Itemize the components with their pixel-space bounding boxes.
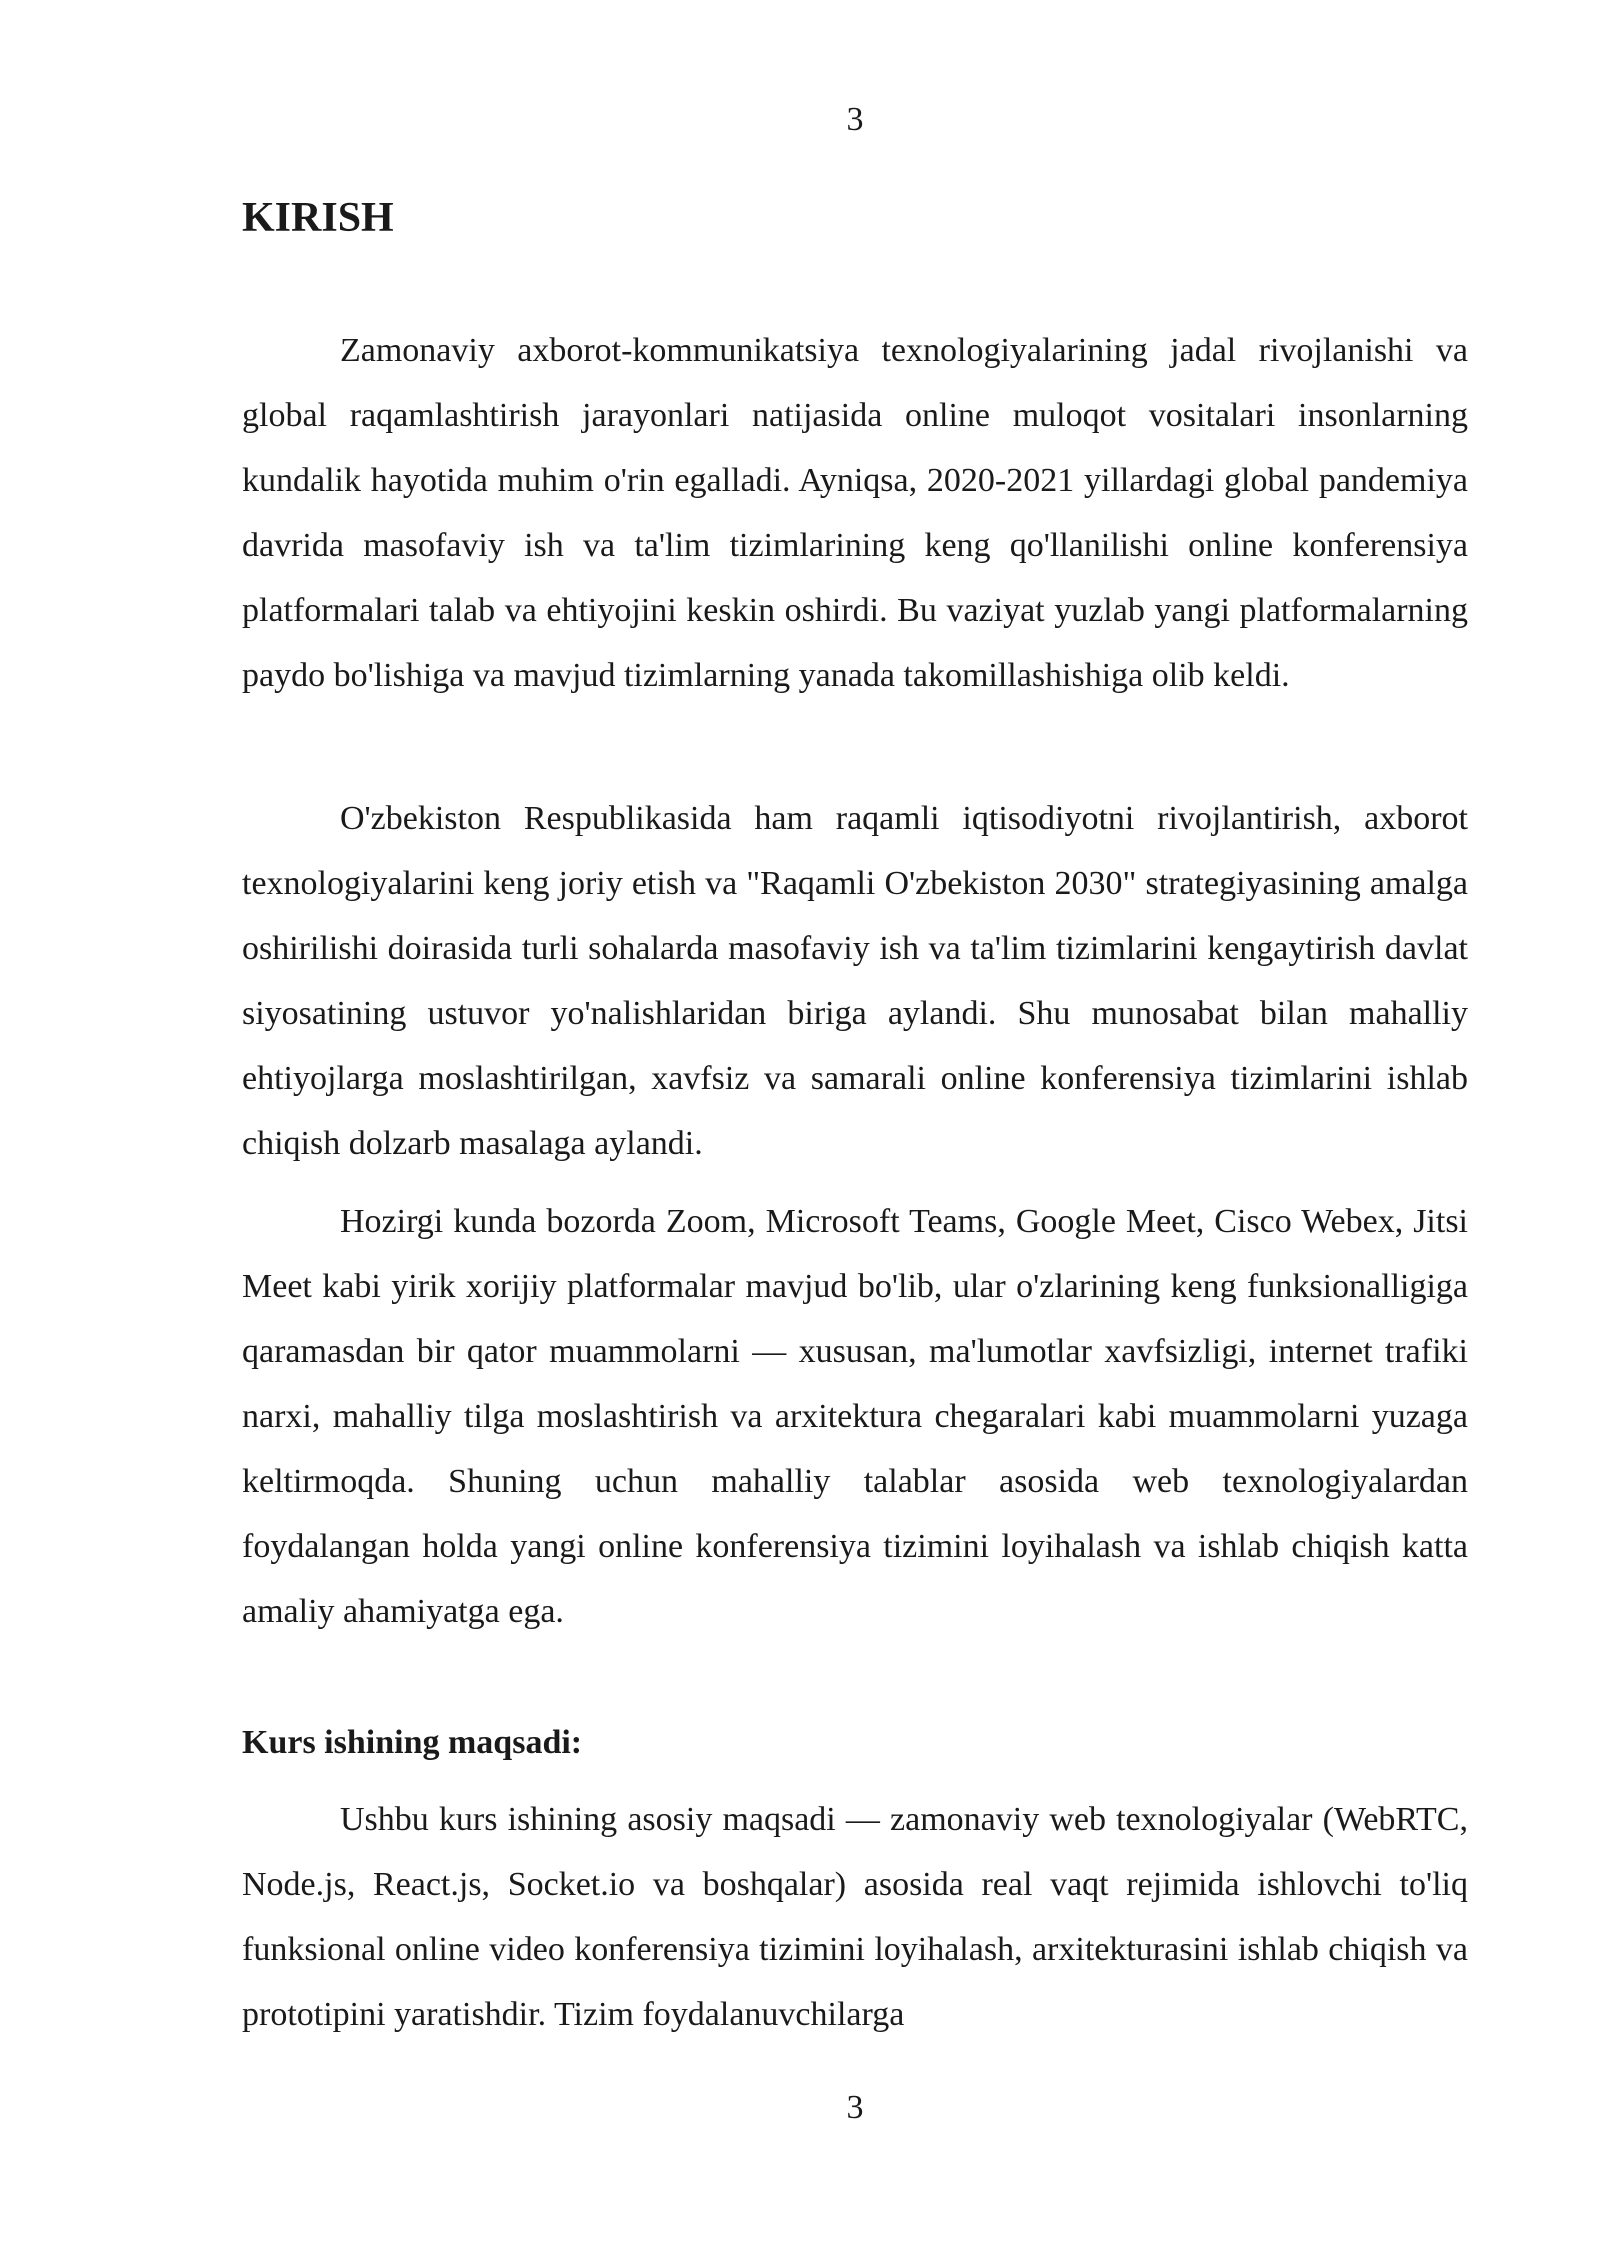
section-title: KIRISH <box>242 195 394 241</box>
intro-paragraph-2: O'zbekiston Respublikasida ham raqamli iqtisodiyotni rivojlantirish, axborot texnologiyalarini keng joriy etish va "Raqamli O'zbekiston 2030" strategiyasining amalga oshirilishi doirasida turli sohalarda masofaviy ish va ta'lim tizimlarini kengaytirish davlat siyosatining ustuvor yo'nalishlaridan biriga aylandi. Shu munosabat bilan mahalliy ehtiyojlarga moslashtirilgan, xavfsiz va samarali online konferensiya tizimlarini ishlab chiqish dolzarb masalaga aylandi. <box>242 800 1468 1162</box>
page-number-bottom: 3 <box>846 2089 864 2126</box>
goal-subheading: Kurs ishining maqsadi: <box>242 1724 583 1761</box>
intro-paragraph-3: Hozirgi kunda bozorda Zoom, Microsoft Teams, Google Meet, Cisco Webex, Jitsi Meet kabi yirik xorijiy platformalar mavjud bo'lib, ular o'zlarining keng funksionalligiga qaramasdan bir qator muammolarni — xususan, ma'lumotlar xavfsizligi, internet trafiki narxi, mahalliy tilga moslashtirish va arxitektura chegaralari kabi muammolarni yuzaga keltirmoqda. Shuning uchun mahalliy talablar asosida web texnologiyalardan foydalangan holda yangi online konferensiya tizimini loyihalash va ishlab chiqish katta amaliy ahamiyatga ega. <box>242 1203 1468 1630</box>
intro-paragraph-1: Zamonaviy axborot-kommunikatsiya texnologiyalarining jadal rivojlanishi va global raqamlashtirish jarayonlari natijasida online muloqot vositalari insonlarning kundalik hayotida muhim o'rin egalladi. Ayniqsa, 2020-2021 yillardagi global pandemiya davrida masofaviy ish va ta'lim tizimlarining keng qo'llanilishi online konferensiya platformalari talab va ehtiyojini keskin oshirdi. Bu vaziyat yuzlab yangi platformalarning paydo bo'lishiga va mavjud tizimlarning yanada takomillashishiga olib keldi. <box>242 332 1468 694</box>
page-number-top: 3 <box>846 101 864 138</box>
goal-paragraph: Ushbu kurs ishining asosiy maqsadi — zamonaviy web texnologiyalar (WebRTC, Node.js, React.js, Socket.io va boshqalar) asosida real vaqt rejimida ishlovchi to'liq funksional online video konferensiya tizimini loyihalash, arxitekturasini ishlab chiqish va prototipini yaratishdir. Tizim foydalanuvchilarga <box>242 1801 1468 2033</box>
